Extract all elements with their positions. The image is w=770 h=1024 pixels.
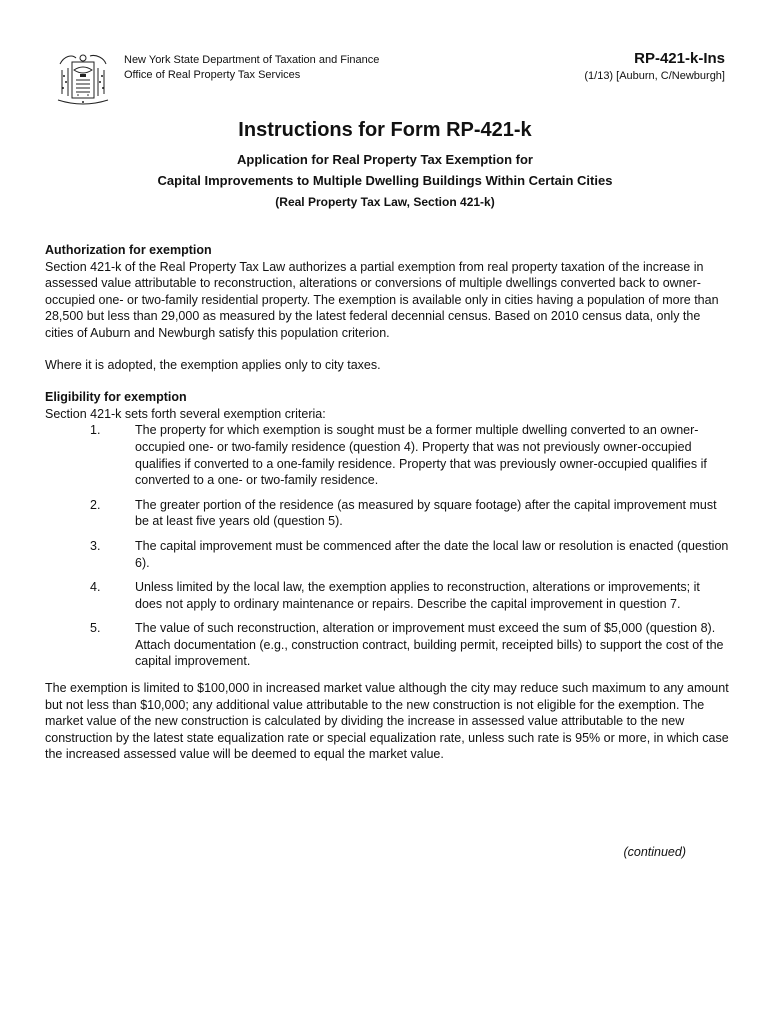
list-item	[45, 422, 729, 488]
limit-paragraph: The exemption is limited to $100,000 in increased market value although the city may reduce such maximum to any amount but not less than $10,000; any additional value attributable to the new construction is not eligible for the exemption. The market value of the new construction is calculated by dividing the increase in assessed value attributable to the new construction by the latest state equalization rate or special equalization rate, unless such rate is 95% or more, in which case the increased assessed value will be deemed to equal the market value.	[45, 681, 729, 762]
list-item	[45, 497, 729, 530]
criteria-list	[45, 422, 729, 670]
list-number: 4.	[90, 580, 101, 595]
subtitle-line-3: (Real Property Tax Law, Section 421-k)	[275, 195, 495, 209]
department-name: New York State Department of Taxation and Finance	[124, 54, 380, 66]
authorization-heading: Authorization for exemption	[45, 243, 212, 257]
office-name: Office of Real Property Tax Services	[124, 69, 301, 81]
list-item	[45, 538, 729, 571]
list-text: Unless limited by the local law, the exemption applies to reconstruction, alterations or improvements; it does not apply to ordinary maintenance or repairs. Describe the capital improvement in question 7.	[135, 580, 700, 611]
header-agency	[124, 53, 379, 83]
subtitle-line-1: Application for Real Property Tax Exemption for	[237, 152, 533, 167]
eligibility-heading: Eligibility for exemption	[45, 390, 187, 405]
list-text: The property for which exemption is sought must be a former multiple dwelling converted to an owner-occupied one- or two-family residence (question 4). Property that was not previously owner-occupied qualifies if converted to a one-family residence. Property that was previously owner-occupied qualifies if converted to a one- or two-family residence.	[135, 423, 707, 488]
main-content	[45, 242, 729, 763]
form-id: RP-421-k-Ins	[634, 50, 725, 67]
form-revision: (1/13) [Auburn, C/Newburgh]	[584, 70, 725, 82]
continued-note: (continued)	[623, 845, 686, 859]
list-text: The greater portion of the residence (as measured by square footage) after the capital improvement must be at least five years old (question 5).	[135, 497, 717, 529]
list-number: 3.	[90, 538, 101, 553]
page-title: Instructions for Form RP-421-k	[238, 119, 532, 141]
list-number: 2.	[90, 497, 101, 512]
list-item	[45, 620, 729, 670]
list-text: The value of such reconstruction, alteration or improvement must exceed the sum of $5,000 (question 8). Attach documentation (e.g., construction contract, building permit, receipted bills) to support the cost of the capital improvement.	[135, 621, 724, 669]
header-form-info	[584, 50, 725, 84]
adoption-paragraph: Where it is adopted, the exemption applies only to city taxes.	[45, 357, 381, 372]
subtitle-line-2: Capital Improvements to Multiple Dwelling Buildings Within Certain Cities	[157, 173, 613, 188]
nys-seal-icon	[54, 50, 112, 108]
list-text: The capital improvement must be commenced after the date the local law or resolution is enacted (question 6).	[135, 538, 729, 570]
authorization-paragraph: Section 421-k of the Real Property Tax Law authorizes a partial exemption from real property taxation of the increase in assessed value attributable to reconstruction, alterations or conversions of multiple dwellings converted back to owner-occupied one- or two-family residential property. The exemption is available only in cities having a population of more than 28,500 but less than 29,000 as measured by the latest federal decennial census. Based on 2010 census data, only the cities of Auburn and Newburgh satisfy this population criterion.	[45, 259, 719, 340]
list-item	[45, 579, 729, 612]
list-number: 1.	[90, 423, 101, 438]
eligibility-intro: Section 421-k sets forth several exemption criteria:	[45, 406, 326, 421]
title-block	[0, 117, 770, 212]
list-number: 5.	[90, 621, 101, 636]
